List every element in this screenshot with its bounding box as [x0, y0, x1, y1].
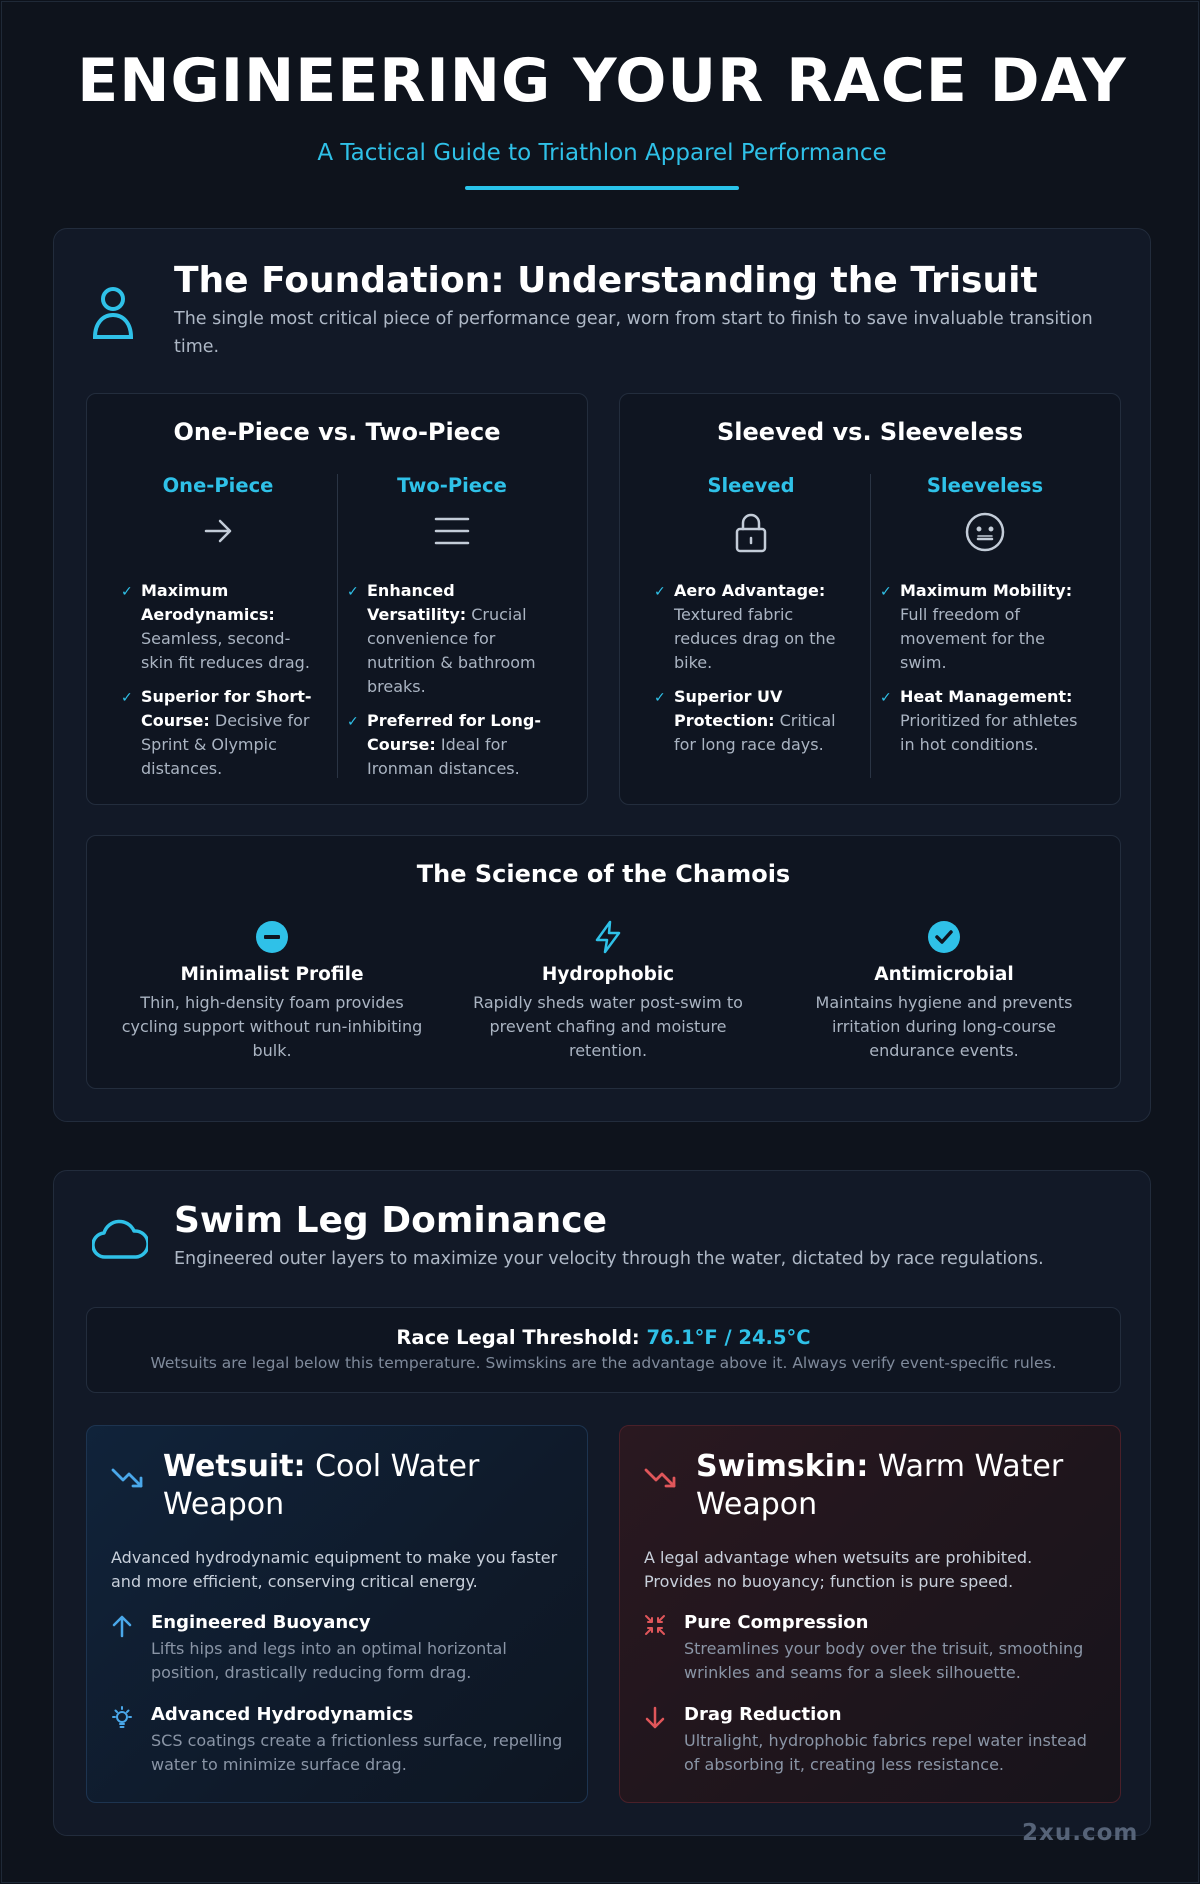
page-frame: [1, 1, 1199, 1883]
feature-hydrodynamics: [111, 1704, 567, 1777]
list-item: [121, 685, 315, 781]
item-text: Prioritized for athletes in hot conditions.: [900, 711, 1078, 754]
one-piece-list: [121, 579, 315, 781]
list-item: [654, 685, 848, 757]
face-icon: [880, 511, 1090, 555]
sleeveless-column: [880, 474, 1090, 767]
check-icon: ✓: [880, 690, 892, 706]
lightning-icon: [453, 920, 763, 954]
user-icon: [92, 285, 134, 343]
list-item: [347, 709, 557, 781]
sleeved-column: [654, 474, 848, 767]
item-label: Preferred for Long-Course:: [367, 711, 542, 754]
foundation-panel: [53, 228, 1151, 1122]
check-icon: ✓: [880, 584, 892, 600]
sleeveless-heading: Sleeveless: [926, 474, 1044, 497]
check-icon: ✓: [121, 690, 133, 706]
two-piece-column: [347, 474, 557, 791]
feature-compression: [644, 1612, 1100, 1685]
threshold-card: [86, 1307, 1121, 1393]
column-divider: [870, 474, 871, 778]
arrow-down-icon: [644, 1706, 666, 1734]
check-icon: ✓: [347, 584, 359, 600]
chamois-card: [86, 835, 1121, 1089]
page-subtitle: A Tactical Guide to Triathlon Apparel Performance: [317, 140, 887, 166]
sleeve-card-title: Sleeved vs. Sleeveless: [717, 418, 1023, 446]
piece-card-title: One-Piece vs. Two-Piece: [173, 418, 501, 446]
check-icon: ✓: [347, 714, 359, 730]
swimskin-title: [696, 1448, 1100, 1524]
arrow-up-icon: [111, 1614, 133, 1642]
swimskin-title-rest: Warm Water Weapon: [696, 1449, 1064, 1522]
item-label: Maximum Mobility:: [900, 581, 1073, 600]
feature-title: Engineered Buoyancy: [151, 1612, 371, 1633]
check-circle-icon: [789, 920, 1099, 954]
list-item: [880, 579, 1090, 675]
threshold-label: Race Legal Threshold:: [396, 1326, 640, 1349]
feature-text: SCS coatings create a frictionless surface, repelling water to minimize surface drag.: [151, 1731, 563, 1774]
wetsuit-title-rest: Cool Water Weapon: [163, 1449, 480, 1522]
column-divider: [337, 474, 338, 778]
chamois-item-title: Antimicrobial: [874, 964, 1014, 985]
threshold-value: 76.1°F / 24.5°C: [646, 1326, 811, 1349]
page-title: ENGINEERING YOUR RACE DAY: [77, 46, 1127, 116]
lock-icon: [654, 511, 848, 555]
item-label: Enhanced Versatility:: [367, 581, 467, 624]
wetsuit-title: [163, 1448, 567, 1524]
one-piece-column: [121, 474, 315, 791]
hero-header: [2, 42, 1200, 190]
sleeved-list: [654, 579, 848, 757]
item-label: Superior for Short-Course:: [141, 687, 312, 730]
feature-title: Advanced Hydrodynamics: [151, 1704, 414, 1725]
check-icon: ✓: [121, 584, 133, 600]
two-piece-list: [347, 579, 557, 781]
threshold-note: Wetsuits are legal below this temperature. Swimskins are the advantage above it. Always verify event-specific rules.: [150, 1354, 1057, 1372]
feature-text: Streamlines your body over the trisuit, smoothing wrinkles and seams for a sleek silhouette.: [684, 1639, 1084, 1682]
list-item: [347, 579, 557, 699]
watermark: 2xu.com: [1022, 1820, 1139, 1846]
swim-title: Swim Leg Dominance: [174, 1200, 608, 1241]
item-label: Heat Management:: [900, 687, 1073, 706]
swimskin-description: A legal advantage when wetsuits are prohibited. Provides no buoyancy; function is pure speed.: [644, 1548, 1033, 1591]
list-item: [121, 579, 315, 675]
sleeved-heading: Sleeved: [707, 474, 795, 497]
item-text: Critical for long race days.: [674, 711, 836, 754]
check-icon: ✓: [654, 690, 666, 706]
item-text: Seamless, second-skin fit reduces drag.: [141, 629, 310, 672]
sleeveless-list: [880, 579, 1090, 757]
chamois-hydrophobic: [453, 920, 763, 1063]
arrow-right-icon: [121, 511, 315, 555]
wetsuit-card: [86, 1425, 588, 1803]
swimskin-card: [619, 1425, 1121, 1803]
chamois-item-title: Minimalist Profile: [180, 964, 364, 985]
trend-down-icon: [644, 1466, 678, 1494]
item-text: Textured fabric reduces drag on the bike.: [674, 605, 836, 672]
swim-panel: [53, 1170, 1151, 1836]
item-label: Maximum Aerodynamics:: [141, 581, 275, 624]
check-icon: ✓: [654, 584, 666, 600]
chamois-item-title: Hydrophobic: [541, 964, 675, 985]
feature-title: Drag Reduction: [684, 1704, 842, 1725]
swim-description: Engineered outer layers to maximize your velocity through the water, dictated by race regulations.: [174, 1249, 1044, 1269]
chamois-minimalist: [117, 920, 427, 1063]
list-item: [654, 579, 848, 675]
piece-comparison-card: [86, 393, 588, 805]
chamois-item-text: Rapidly sheds water post-swim to prevent chafing and moisture retention.: [473, 993, 743, 1060]
threshold-line: [87, 1326, 1120, 1349]
swimskin-title-bold: Swimskin:: [696, 1449, 869, 1484]
foundation-description: The single most critical piece of performance gear, worn from start to finish to save invaluable transition time.: [174, 309, 1093, 357]
feature-title: Pure Compression: [684, 1612, 869, 1633]
minus-circle-icon: [117, 920, 427, 954]
feature-text: Lifts hips and legs into an optimal horizontal position, drastically reducing form drag.: [151, 1639, 507, 1682]
sleeve-comparison-card: [619, 393, 1121, 805]
feature-text: Ultralight, hydrophobic fabrics repel water instead of absorbing it, creating less resistance.: [684, 1731, 1087, 1774]
trend-down-icon: [111, 1466, 145, 1494]
item-text: Full freedom of movement for the swim.: [900, 605, 1045, 672]
feature-drag-reduction: [644, 1704, 1100, 1777]
item-text: Ideal for Ironman distances.: [367, 735, 520, 778]
wetsuit-title-bold: Wetsuit:: [163, 1449, 306, 1484]
cloud-icon: [92, 1217, 148, 1263]
item-label: Aero Advantage:: [674, 581, 826, 600]
foundation-title: The Foundation: Understanding the Trisuit: [174, 260, 1038, 301]
feature-buoyancy: [111, 1612, 567, 1685]
list-item: [880, 685, 1090, 757]
compress-icon: [644, 1614, 666, 1640]
chamois-antimicrobial: [789, 920, 1099, 1063]
two-piece-heading: Two-Piece: [397, 474, 507, 497]
item-text: Decisive for Sprint & Olympic distances.: [141, 711, 310, 778]
wetsuit-description: Advanced hydrodynamic equipment to make you faster and more efficient, conserving critical energy.: [111, 1548, 558, 1591]
menu-lines-icon: [347, 511, 557, 555]
item-text: Crucial convenience for nutrition & bathroom breaks.: [367, 605, 536, 696]
one-piece-heading: One-Piece: [162, 474, 274, 497]
lightbulb-icon: [111, 1706, 133, 1734]
chamois-title: The Science of the Chamois: [416, 860, 791, 888]
chamois-item-text: Thin, high-density foam provides cycling support without run-inhibiting bulk.: [121, 993, 423, 1060]
title-underline: [465, 186, 739, 190]
item-label: Superior UV Protection:: [674, 687, 783, 730]
chamois-item-text: Maintains hygiene and prevents irritation during long-course endurance events.: [815, 993, 1073, 1060]
